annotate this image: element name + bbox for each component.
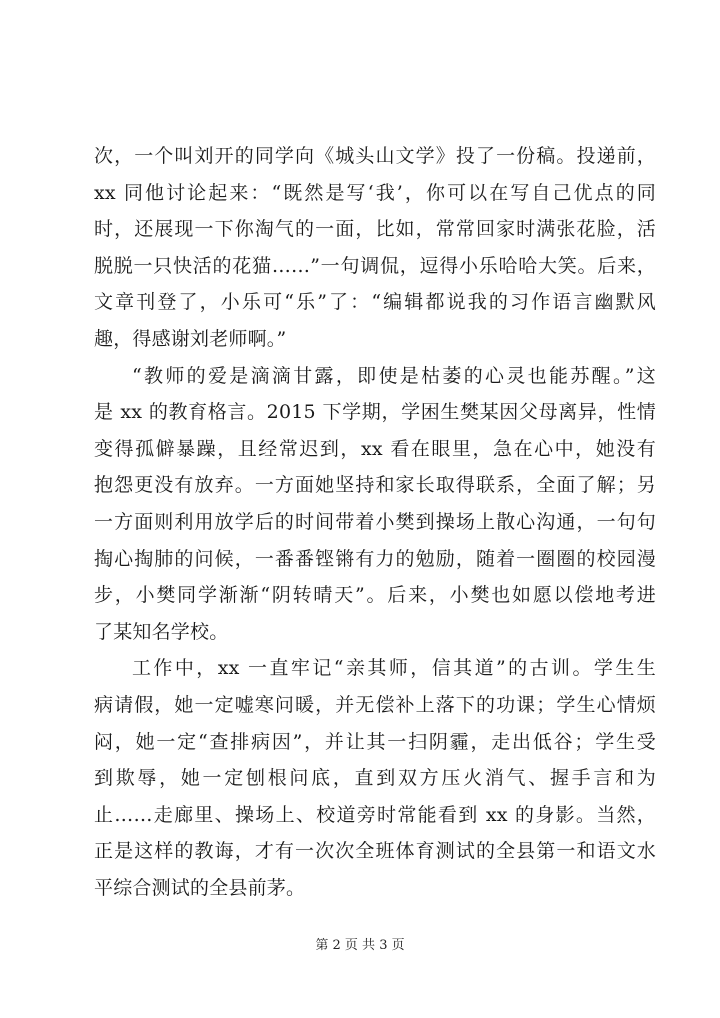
text-line: xx 同他讨论起来：“既然是写‘我’，你可以在写自己优点的同	[94, 181, 656, 204]
text-line: 了某知名学校。	[94, 620, 229, 643]
text-line: 抱怨更没有放弃。一方面她坚持和家长取得联系，全面了解；另	[94, 474, 656, 497]
paragraph-3	[94, 650, 656, 906]
text-line: 变得孤僻暴躁，且经常迟到，xx 看在眼里，急在心中，她没有	[94, 437, 656, 460]
text-line: 正是这样的教诲，才有一次次全班体育测试的全县第一和语文水	[94, 840, 656, 863]
text-line: “教师的爱是滴滴甘露，即使是枯萎的心灵也能苏醒。”这	[132, 364, 656, 387]
text-line: 文章刊登了，小乐可“乐”了：“编辑都说我的习作语言幽默风	[94, 291, 656, 314]
text-line: 工作中，xx 一直牢记“亲其师，信其道”的古训。学生生	[132, 657, 656, 680]
text-line: 时，还展现一下你淘气的一面，比如，常常回家时满张花脸，活	[94, 218, 656, 241]
text-line: 平综合测试的全县前茅。	[94, 876, 306, 899]
text-line: 掏心掏肺的问候，一番番铿锵有力的勉励，随着一圈圈的校园漫	[94, 547, 656, 570]
document-body	[94, 138, 656, 906]
text-line: 脱脱一只快活的花猫……”一句调侃，逗得小乐哈哈大笑。后来，	[94, 254, 656, 277]
text-line: 病请假，她一定嘘寒问暖，并无偿补上落下的功课；学生心情烦	[94, 693, 656, 716]
text-line: 一方面则利用放学后的时间带着小樊到操场上散心沟通，一句句	[94, 510, 656, 533]
text-line: 次，一个叫刘开的同学向《城头山文学》投了一份稿。投递前，	[94, 145, 656, 167]
paragraph-1	[94, 138, 656, 358]
text-line: 到欺辱，她一定刨根问底，直到双方压火消气、握手言和为	[94, 767, 656, 790]
text-line: 止……走廊里、操场上、校道旁时常能看到 xx 的身影。当然，	[94, 803, 656, 826]
paragraph-2	[94, 358, 656, 651]
text-line: 趣，得感谢刘老师啊。”	[94, 327, 287, 350]
page-number-footer: 第 2 页 共 3 页	[315, 938, 405, 953]
text-line: 是 xx 的教育格言。2015 下学期，学困生樊某因父母离异，性情	[94, 401, 656, 424]
text-line: 步，小樊同学渐渐“阴转晴天”。后来，小樊也如愿以偿地考进	[94, 584, 656, 607]
text-line: 闷，她一定“查排病因”，并让其一扫阴霾，走出低谷；学生受	[94, 730, 656, 753]
